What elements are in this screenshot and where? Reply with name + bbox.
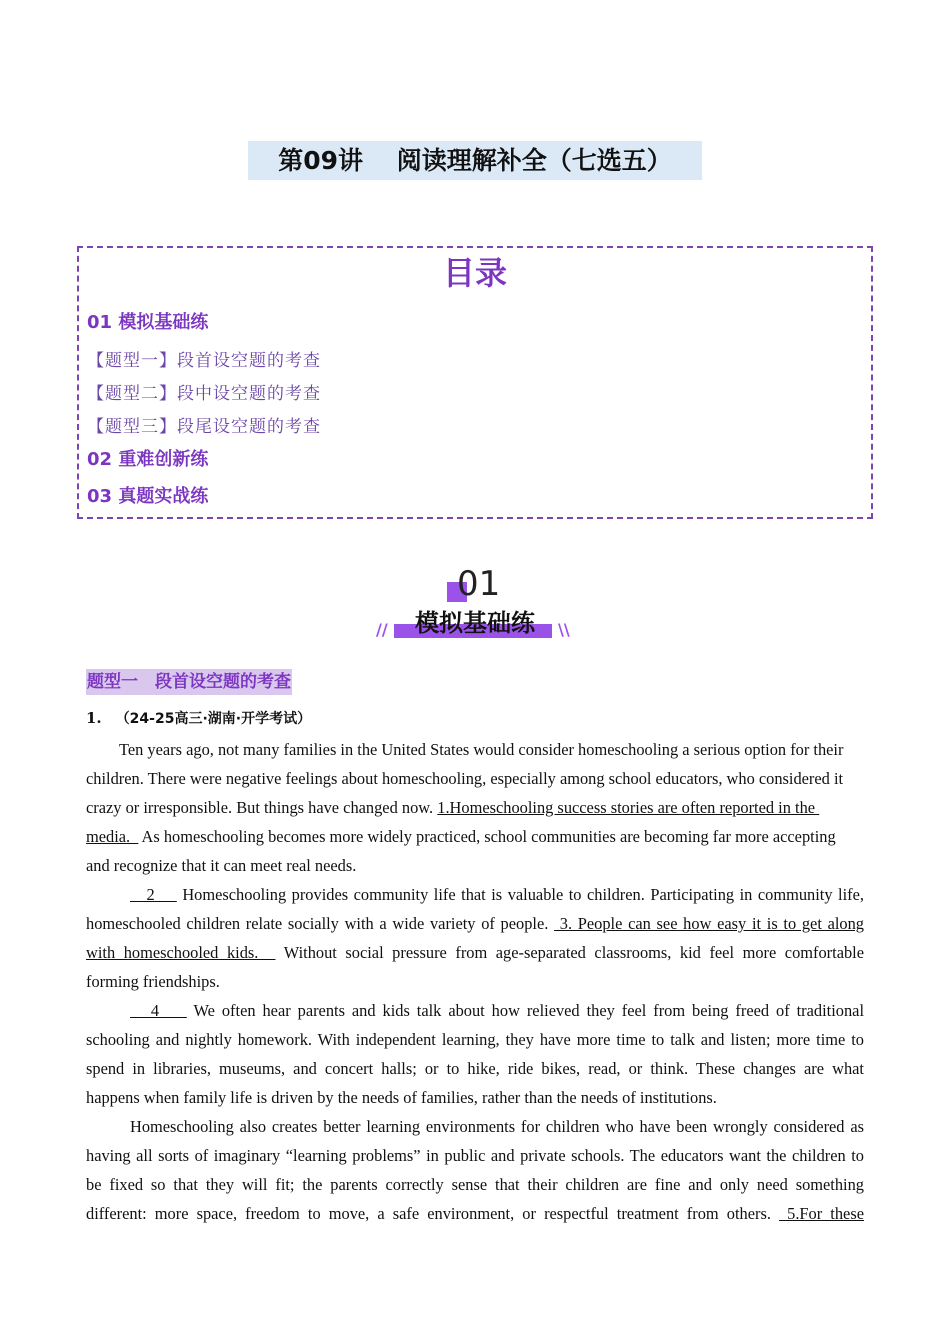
- text-run: be fixed so that they will fit; the parents correctly sense that their children are fine and only need something: [86, 1175, 864, 1194]
- text-line: [86, 1174, 864, 1203]
- text-line: [86, 1087, 864, 1116]
- question-type-heading: 题型一 段首设空题的考查: [86, 669, 292, 695]
- text-line: [86, 855, 864, 884]
- text-line: [86, 913, 864, 942]
- text-run: happens when family life is driven by the needs of families, rather than the needs of institutions.: [86, 1088, 717, 1107]
- text-run: Homeschooling also creates better learning environments for children who have been wrongly considered as: [130, 1117, 864, 1136]
- text-line: [86, 1145, 864, 1174]
- text-line: [86, 942, 864, 971]
- toc-item[interactable]: 01 模拟基础练: [87, 312, 209, 333]
- answer-underline: with homeschooled kids.: [86, 943, 276, 962]
- document-title: 第09讲 阅读理解补全（七选五）: [248, 141, 702, 180]
- text-run: having all sorts of imaginary “learning problems” in public and private schools. The educators want the children to: [86, 1146, 864, 1165]
- text-run: spend in libraries, museums, and concert halls; or to hike, ride bikes, read, or think. These changes are what: [86, 1059, 864, 1078]
- text-run: crazy or irresponsible. But things have changed now.: [86, 798, 438, 817]
- right-slash-icon: \\: [558, 620, 570, 639]
- toc-heading: 目录: [442, 254, 507, 292]
- toc-item[interactable]: 【题型二】段中设空题的考查: [87, 384, 321, 404]
- question-source: （24-25高三·湖南·开学考试）: [115, 711, 312, 727]
- text-run: We often hear parents and kids talk about how relieved they feel from being freed of traditional: [186, 1001, 864, 1020]
- answer-underline: media.: [86, 827, 139, 846]
- toc-item[interactable]: 【题型三】段尾设空题的考查: [87, 417, 321, 437]
- text-run: Homeschooling provides community life that is valuable to children. Participating in community life,: [176, 885, 864, 904]
- text-line: [86, 797, 864, 826]
- left-slash-icon: //: [376, 620, 388, 639]
- toc-item[interactable]: 02 重难创新练: [87, 449, 209, 470]
- text-run: homeschooled children relate socially with a wide variety of people.: [86, 914, 555, 933]
- answer-underline: 5.For these: [779, 1204, 864, 1223]
- table-of-contents: [77, 246, 873, 519]
- section-number: 01: [457, 564, 501, 604]
- question-number: 1.: [86, 709, 102, 727]
- text-run: Ten years ago, not many families in the United States would consider homeschooling a serious option for their: [119, 740, 844, 759]
- text-run: As homeschooling becomes more widely practiced, school communities are becoming far more accepting: [138, 827, 836, 846]
- section-title: 模拟基础练: [415, 609, 535, 637]
- text-line: [86, 768, 864, 797]
- section-banner: [370, 560, 580, 650]
- question-header: [86, 707, 311, 730]
- toc-item[interactable]: 03 真题实战练: [87, 486, 209, 507]
- text-line: [86, 884, 864, 913]
- text-run: and recognize that it can meet real needs.: [86, 856, 357, 875]
- text-line: [86, 826, 864, 855]
- text-line: [86, 971, 864, 1000]
- text-line: [86, 1000, 864, 1029]
- answer-underline: 3. People can see how easy it is to get along: [554, 914, 865, 933]
- toc-item[interactable]: 【题型一】段首设空题的考查: [87, 351, 321, 371]
- text-run: different: more space, freedom to move, a safe environment, or respectful treatment from others.: [86, 1204, 780, 1223]
- text-line: [86, 1116, 864, 1145]
- text-line: [86, 739, 864, 768]
- blank-4: 4: [130, 1001, 187, 1020]
- text-run: children. There were negative feelings about homeschooling, especially among school educators, who considered it: [86, 769, 844, 788]
- text-run: forming friendships.: [86, 972, 220, 991]
- answer-underline: 1.Homeschooling success stories are often reported in the: [437, 798, 820, 817]
- text-line: [86, 1203, 864, 1232]
- text-run: schooling and nightly homework. With independent learning, they have more time to talk and listen; more time to: [86, 1030, 864, 1049]
- text-line: [86, 1058, 864, 1087]
- text-run: Without social pressure from age-separated classrooms, kid feel more comfortable: [275, 943, 864, 962]
- blank-2: 2: [130, 885, 177, 904]
- text-line: [86, 1029, 864, 1058]
